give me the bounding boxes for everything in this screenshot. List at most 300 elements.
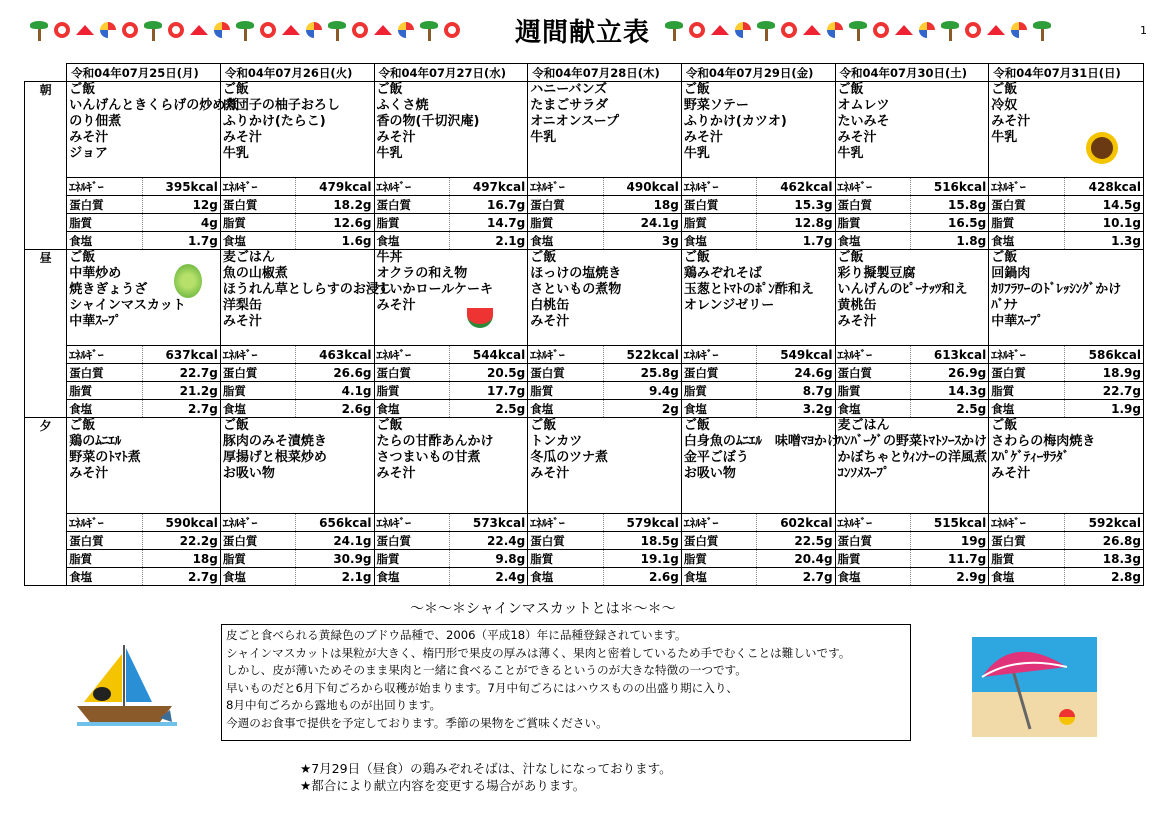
nutrient-value: 2.1g xyxy=(296,568,374,586)
nutrient-label: 食塩 xyxy=(681,232,756,250)
dish-item: みそ汁 xyxy=(376,130,416,145)
nutrient-label: 蛋白質 xyxy=(989,196,1064,214)
nutrient-label: 食塩 xyxy=(989,232,1064,250)
nutrient-label: ｴﾈﾙｷﾞｰ xyxy=(67,346,142,364)
nutrient-value: 17.7g xyxy=(449,382,527,400)
beach-umbrella-icon xyxy=(895,25,913,35)
nutrient-label: 食塩 xyxy=(220,232,295,250)
weekly-menu-table xyxy=(24,63,1144,586)
date-header-row xyxy=(25,64,1144,82)
nutrient-label: ｴﾈﾙｷﾞｰ xyxy=(67,178,142,196)
nutrient-value: 11.7g xyxy=(910,550,988,568)
nutrient-value: 1.8g xyxy=(910,232,988,250)
dish-item: 厚揚げと根菜炒め xyxy=(222,450,327,465)
dish-item: ご飯 xyxy=(69,250,96,265)
nutrient-value: 586kcal xyxy=(1064,346,1143,364)
nutrient-value: 490kcal xyxy=(603,178,681,196)
nutrient-value: 462kcal xyxy=(757,178,835,196)
palm-tree-icon xyxy=(665,19,683,41)
info-line: 8月中旬ごろから露地ものが出回ります。 xyxy=(226,698,442,712)
dish-cell xyxy=(374,418,528,514)
nutrient-label: 蛋白質 xyxy=(67,532,142,550)
dish-item: ご飯 xyxy=(530,250,557,265)
nutrient-value: 22.2g xyxy=(142,532,220,550)
nutrient-value: 16.7g xyxy=(449,196,527,214)
nutrient-label: 蛋白質 xyxy=(67,364,142,382)
nutrient-value: 25.8g xyxy=(603,364,681,382)
dish-item: ｶﾘﾌﾗﾜｰのﾄﾞﾚｯｼﾝｸﾞかけ xyxy=(991,282,1122,297)
nutrient-value: 656kcal xyxy=(296,514,374,532)
nutrient-label: 脂質 xyxy=(374,550,449,568)
nutrient-label: 蛋白質 xyxy=(681,364,756,382)
info-box xyxy=(221,624,911,741)
swim-ring-icon xyxy=(689,22,705,38)
nutrient-value: 22.7g xyxy=(142,364,220,382)
dish-row xyxy=(25,250,1144,346)
nutrient-value: 516kcal xyxy=(910,178,988,196)
nutrient-label: ｴﾈﾙｷﾞｰ xyxy=(989,178,1064,196)
nutrient-row-protein xyxy=(25,532,1144,550)
nutrient-label: ｴﾈﾙｷﾞｰ xyxy=(835,346,910,364)
swim-ring-icon xyxy=(260,22,276,38)
dish-row xyxy=(25,418,1144,514)
nutrient-label: ｴﾈﾙｷﾞｰ xyxy=(374,514,449,532)
nutrient-label: 蛋白質 xyxy=(835,532,910,550)
info-line: シャインマスカットは果粒が大きく、楕円形で果皮の厚みは薄く、果肉と密着しているため手でむくことは難しいです。 xyxy=(226,645,851,660)
nutrient-label: 食塩 xyxy=(681,400,756,418)
palm-tree-icon xyxy=(30,19,48,41)
nutrient-label: 食塩 xyxy=(835,568,910,586)
swim-ring-icon xyxy=(168,22,184,38)
dish-cell xyxy=(681,82,835,178)
info-line: 今週のお食事で提供を予定しております。季節の果物をご賞味ください。 xyxy=(226,715,608,730)
nutrient-label: 脂質 xyxy=(67,382,142,400)
dish-item: たいみそ xyxy=(837,114,890,129)
dish-item: ご飯 xyxy=(222,82,249,97)
nutrient-label: ｴﾈﾙｷﾞｰ xyxy=(681,346,756,364)
nutrient-label: ｴﾈﾙｷﾞｰ xyxy=(528,514,603,532)
nutrient-value: 1.7g xyxy=(757,232,835,250)
nutrient-label: ｴﾈﾙｷﾞｰ xyxy=(374,346,449,364)
dish-item: みそ汁 xyxy=(530,314,570,329)
dish-cell xyxy=(67,418,221,514)
nutrient-value: 24.6g xyxy=(757,364,835,382)
dish-item: のり佃煮 xyxy=(69,114,122,129)
dish-item: 黄桃缶 xyxy=(837,298,877,313)
nutrient-label: 蛋白質 xyxy=(835,196,910,214)
dish-cell xyxy=(374,82,528,178)
nutrient-value: 428kcal xyxy=(1064,178,1143,196)
dish-cell xyxy=(67,250,221,346)
watermelon-icon xyxy=(467,308,493,328)
nutrient-row-fat xyxy=(25,382,1144,400)
date-header: 令和04年07月25日(月) xyxy=(67,64,221,82)
header-decoration-left xyxy=(30,16,460,44)
dish-cell xyxy=(989,418,1144,514)
nutrient-label: 蛋白質 xyxy=(220,364,295,382)
dish-item: 牛丼 xyxy=(376,250,403,265)
nutrient-value: 18.9g xyxy=(1064,364,1143,382)
nutrient-value: 2g xyxy=(603,400,681,418)
dish-item: 魚の山椒煮 xyxy=(222,266,288,281)
nutrient-label: 脂質 xyxy=(681,550,756,568)
nutrient-value: 1.7g xyxy=(142,232,220,250)
dish-item: みそ汁 xyxy=(69,130,109,145)
nutrient-label: ｴﾈﾙｷﾞｰ xyxy=(67,514,142,532)
beach-umbrella-icon xyxy=(282,25,300,35)
dish-item: ほうれん草としらすのお浸し xyxy=(222,282,392,297)
dish-item: ふりかけ(カツオ) xyxy=(683,114,787,129)
beach-ball-icon xyxy=(398,22,414,38)
dish-item: 金平ごぼう xyxy=(683,450,749,465)
dish-item: オムレツ xyxy=(837,98,890,113)
nutrient-value: 2.5g xyxy=(910,400,988,418)
nutrient-value: 590kcal xyxy=(142,514,220,532)
nutrient-value: 18g xyxy=(142,550,220,568)
dish-cell xyxy=(835,418,989,514)
dish-item: みそ汁 xyxy=(376,466,416,481)
nutrient-value: 19.1g xyxy=(603,550,681,568)
nutrient-value: 21.2g xyxy=(142,382,220,400)
date-header: 令和04年07月30日(土) xyxy=(835,64,989,82)
nutrient-label: ｴﾈﾙｷﾞｰ xyxy=(220,514,295,532)
swim-ring-icon xyxy=(54,22,70,38)
info-heading: ～＊～＊シャインマスカットとは＊～＊～ xyxy=(410,601,676,617)
dish-item: たまごサラダ xyxy=(530,98,609,113)
nutrient-label: 食塩 xyxy=(374,568,449,586)
dish-item: 麦ごはん xyxy=(222,250,275,265)
nutrient-value: 479kcal xyxy=(296,178,374,196)
nutrient-value: 14.3g xyxy=(910,382,988,400)
beach-umbrella-icon xyxy=(711,25,729,35)
nutrient-value: 637kcal xyxy=(142,346,220,364)
nutrient-label: 脂質 xyxy=(835,550,910,568)
palm-tree-icon xyxy=(849,19,867,41)
beach-ball-icon xyxy=(100,22,116,38)
dish-item: みそ汁 xyxy=(683,130,723,145)
dish-item: ご飯 xyxy=(376,418,403,433)
nutrient-value: 30.9g xyxy=(296,550,374,568)
beach-umbrella-icon xyxy=(190,25,208,35)
nutrient-label: 脂質 xyxy=(374,214,449,232)
nutrient-label: 蛋白質 xyxy=(528,364,603,382)
nutrient-value: 22.5g xyxy=(757,532,835,550)
nutrient-label: 脂質 xyxy=(220,214,295,232)
dish-item: さわらの梅肉焼き xyxy=(991,434,1096,449)
nutrient-value: 2.4g xyxy=(449,568,527,586)
nutrient-value: 549kcal xyxy=(757,346,835,364)
nutrient-value: 2.1g xyxy=(449,232,527,250)
nutrient-label: ｴﾈﾙｷﾞｰ xyxy=(681,514,756,532)
palm-tree-icon xyxy=(1033,19,1051,41)
nutrient-value: 16.5g xyxy=(910,214,988,232)
nutrient-row-energy xyxy=(25,178,1144,196)
nutrient-label: 脂質 xyxy=(220,550,295,568)
swim-ring-icon xyxy=(122,22,138,38)
dish-item: ふりかけ(たらこ) xyxy=(222,114,326,129)
nutrient-label: 蛋白質 xyxy=(989,532,1064,550)
dish-item: 回鍋肉 xyxy=(991,266,1031,281)
nutrient-value: 2.6g xyxy=(603,568,681,586)
nutrient-value: 18g xyxy=(603,196,681,214)
nutrient-label: 蛋白質 xyxy=(374,532,449,550)
nutrient-value: 1.3g xyxy=(1064,232,1143,250)
swim-ring-icon xyxy=(352,22,368,38)
nutrient-row-protein xyxy=(25,196,1144,214)
header-decoration-right xyxy=(665,16,1051,44)
dish-item: ご飯 xyxy=(991,82,1018,97)
dish-item: 牛乳 xyxy=(530,130,557,145)
nutrient-value: 613kcal xyxy=(910,346,988,364)
dish-item: たらの甘酢あんかけ xyxy=(376,434,494,449)
nutrient-value: 12g xyxy=(142,196,220,214)
dish-item: 中華ｽｰﾌﾟ xyxy=(69,314,122,329)
nutrient-value: 2.7g xyxy=(142,400,220,418)
nutrient-value: 463kcal xyxy=(296,346,374,364)
dish-item: お吸い物 xyxy=(683,466,736,481)
nutrient-label: 蛋白質 xyxy=(989,364,1064,382)
nutrient-label: 脂質 xyxy=(528,382,603,400)
nutrient-label: 食塩 xyxy=(835,400,910,418)
nutrient-value: 544kcal xyxy=(449,346,527,364)
dish-cell xyxy=(989,82,1144,178)
dish-item: ジョア xyxy=(69,146,108,161)
palm-tree-icon xyxy=(144,19,162,41)
nutrient-label: 脂質 xyxy=(67,214,142,232)
beach-umbrella-icon xyxy=(374,25,392,35)
dish-item: ｽﾊﾟｹﾞﾃｨｰｻﾗﾀﾞ xyxy=(991,450,1070,465)
nutrient-label: 蛋白質 xyxy=(528,532,603,550)
dish-cell xyxy=(528,82,682,178)
nutrient-value: 12.6g xyxy=(296,214,374,232)
nutrient-value: 579kcal xyxy=(603,514,681,532)
nutrient-label: 食塩 xyxy=(989,400,1064,418)
page-number: 1 xyxy=(1140,24,1147,37)
dish-cell xyxy=(681,250,835,346)
dish-cell xyxy=(528,250,682,346)
nutrient-value: 592kcal xyxy=(1064,514,1143,532)
nutrient-row-fat xyxy=(25,550,1144,568)
dish-item: 野菜ソテー xyxy=(683,98,749,113)
dish-item: いんげんときくらげの炒め煮 xyxy=(69,98,239,113)
dish-item: ご飯 xyxy=(991,418,1018,433)
nutrient-value: 20.4g xyxy=(757,550,835,568)
date-header: 令和04年07月26日(火) xyxy=(220,64,374,82)
info-line: 早いものだと6月下旬ごろから収穫が始まります。7月中旬ごろにはハウスものの出盛り期に入り、 xyxy=(226,680,739,695)
nutrient-label: 脂質 xyxy=(374,382,449,400)
nutrient-row-salt xyxy=(25,400,1144,418)
nutrient-label: 食塩 xyxy=(528,232,603,250)
nutrient-label: ｴﾈﾙｷﾞｰ xyxy=(528,346,603,364)
nutrient-label: 食塩 xyxy=(528,568,603,586)
grape-icon xyxy=(174,264,202,298)
beach-umbrella-icon xyxy=(803,25,821,35)
dish-item: ご飯 xyxy=(683,250,710,265)
dish-item: 焼きぎょうざ xyxy=(69,282,148,297)
nutrient-value: 18.3g xyxy=(1064,550,1143,568)
dish-cell xyxy=(220,82,374,178)
nutrient-label: 蛋白質 xyxy=(220,196,295,214)
swim-ring-icon xyxy=(873,22,889,38)
info-line: 皮ごと食べられる黄緑色のブドウ品種で、2006（平成18）年に品種登録されています。 xyxy=(226,628,687,642)
dish-item: 野菜のﾄﾏﾄ煮 xyxy=(69,450,141,465)
nutrient-label: 食塩 xyxy=(374,400,449,418)
nutrient-label: 蛋白質 xyxy=(528,196,603,214)
nutrient-label: ｴﾈﾙｷﾞｰ xyxy=(989,346,1064,364)
dish-item: 麦ごはん xyxy=(837,418,890,433)
dish-item: 香の物(千切沢庵) xyxy=(376,114,480,129)
beach-ball-icon xyxy=(827,22,843,38)
nutrient-value: 26.8g xyxy=(1064,532,1143,550)
dish-item: 肉団子の柚子おろし xyxy=(222,98,340,113)
nutrient-label: ｴﾈﾙｷﾞｰ xyxy=(835,514,910,532)
dish-item: みそ汁 xyxy=(837,314,877,329)
meal-label: 朝 xyxy=(25,82,67,250)
palm-tree-icon xyxy=(328,19,346,41)
nutrient-value: 24.1g xyxy=(296,532,374,550)
nutrient-value: 2.8g xyxy=(1064,568,1143,586)
nutrient-value: 2.7g xyxy=(757,568,835,586)
nutrient-row-salt xyxy=(25,568,1144,586)
nutrient-label: 食塩 xyxy=(374,232,449,250)
dish-item: ご飯 xyxy=(837,82,864,97)
dish-item: ふくさ焼 xyxy=(376,98,429,113)
nutrient-label: 食塩 xyxy=(989,568,1064,586)
dish-cell xyxy=(989,250,1144,346)
nutrient-value: 602kcal xyxy=(757,514,835,532)
menu-body xyxy=(25,82,1144,586)
nutrient-label: 脂質 xyxy=(528,214,603,232)
nutrient-value: 18.5g xyxy=(603,532,681,550)
nutrient-value: 497kcal xyxy=(449,178,527,196)
nutrient-row-salt xyxy=(25,232,1144,250)
dish-item: 牛乳 xyxy=(683,146,710,161)
dish-item: 中華炒め xyxy=(69,266,122,281)
nutrient-value: 3.2g xyxy=(757,400,835,418)
nutrient-label: 食塩 xyxy=(528,400,603,418)
nutrient-label: 脂質 xyxy=(528,550,603,568)
dish-item: ﾊﾞﾅﾅ xyxy=(991,298,1018,313)
dish-item: 洋梨缶 xyxy=(222,298,262,313)
dish-item: みそ汁 xyxy=(69,466,109,481)
dish-item: みそ汁 xyxy=(222,130,262,145)
nutrient-value: 1.6g xyxy=(296,232,374,250)
dish-cell xyxy=(528,418,682,514)
dish-item: ご飯 xyxy=(69,82,96,97)
nutrient-value: 2.7g xyxy=(142,568,220,586)
nutrient-label: 脂質 xyxy=(989,382,1064,400)
palm-tree-icon xyxy=(420,19,438,41)
beach-ball-icon xyxy=(919,22,935,38)
nutrient-label: 食塩 xyxy=(67,400,142,418)
dish-item: ﾊﾝﾊﾞｰｸﾞの野菜ﾄﾏﾄｿｰｽかけ xyxy=(837,434,988,449)
swim-ring-icon xyxy=(444,22,460,38)
nutrient-label: 蛋白質 xyxy=(835,364,910,382)
nutrient-label: 食塩 xyxy=(67,232,142,250)
nutrient-label: ｴﾈﾙｷﾞｰ xyxy=(528,178,603,196)
dish-item: みそ汁 xyxy=(530,466,570,481)
nutrient-value: 2.5g xyxy=(449,400,527,418)
beach-ball-icon xyxy=(214,22,230,38)
date-header: 令和04年07月29日(金) xyxy=(681,64,835,82)
dish-item: 白桃缶 xyxy=(530,298,570,313)
dish-item: みそ汁 xyxy=(376,298,416,313)
dish-cell xyxy=(374,250,528,346)
nutrient-label: 蛋白質 xyxy=(374,364,449,382)
dish-item: お吸い物 xyxy=(222,466,275,481)
dish-cell xyxy=(220,418,374,514)
note-line: ★7月29日（昼食）の鶏みぞれそばは、汁なしになっております。 xyxy=(300,761,672,776)
nutrient-value: 26.6g xyxy=(296,364,374,382)
dish-item: みそ汁 xyxy=(991,114,1031,129)
dish-item: 玉葱とﾄﾏﾄのﾎﾟﾝ酢和え xyxy=(683,282,814,297)
dish-item: 鶏のﾑﾆｴﾙ xyxy=(69,434,122,449)
note-line: ★都合により献立内容を変更する場合があります。 xyxy=(300,778,586,793)
nutrient-value: 9.8g xyxy=(449,550,527,568)
nutrient-value: 19g xyxy=(910,532,988,550)
dish-item: すいかロールケーキ xyxy=(376,282,494,297)
palm-tree-icon xyxy=(941,19,959,41)
nutrient-value: 14.7g xyxy=(449,214,527,232)
dish-item: オレンジゼリー xyxy=(683,298,775,313)
sailboat-icon xyxy=(72,640,182,730)
dish-cell xyxy=(681,418,840,514)
dish-item: 豚肉のみそ漬焼き xyxy=(222,434,327,449)
page-title: 週間献立表 xyxy=(515,18,651,48)
dish-item: 牛乳 xyxy=(222,146,249,161)
dish-row xyxy=(25,82,1144,178)
nutrient-value: 15.3g xyxy=(757,196,835,214)
nutrient-value: 522kcal xyxy=(603,346,681,364)
nutrient-label: ｴﾈﾙｷﾞｰ xyxy=(220,346,295,364)
beach-umbrella-icon xyxy=(76,25,94,35)
dish-item: ご飯 xyxy=(683,82,710,97)
nutrient-label: 食塩 xyxy=(67,568,142,586)
dish-item: 白身魚のﾑﾆｴﾙ 味噌ﾏﾖかけ xyxy=(683,434,840,449)
nutrient-row-energy xyxy=(25,346,1144,364)
dish-item: さといもの煮物 xyxy=(530,282,622,297)
nutrient-value: 1.9g xyxy=(1064,400,1143,418)
nutrient-value: 2.9g xyxy=(910,568,988,586)
dish-item: ご飯 xyxy=(376,82,403,97)
nutrient-label: 脂質 xyxy=(67,550,142,568)
nutrient-value: 24.1g xyxy=(603,214,681,232)
dish-cell xyxy=(835,250,989,346)
beach-umbrella-scene-icon xyxy=(972,637,1097,737)
nutrient-value: 3g xyxy=(603,232,681,250)
palm-tree-icon xyxy=(757,19,775,41)
nutrient-value: 9.4g xyxy=(603,382,681,400)
nutrient-value: 12.8g xyxy=(757,214,835,232)
dish-item: いんげんのﾋﾟｰﾅｯﾂ和え xyxy=(837,282,968,297)
nutrient-value: 22.4g xyxy=(449,532,527,550)
nutrient-row-fat xyxy=(25,214,1144,232)
nutrient-label: 脂質 xyxy=(220,382,295,400)
nutrient-value: 14.5g xyxy=(1064,196,1143,214)
dish-item: ご飯 xyxy=(683,418,710,433)
nutrient-value: 15.8g xyxy=(910,196,988,214)
info-line: しかし、皮が薄いためそのまま果肉と一緒に食べることができるというのが大きな特徴の一つです。 xyxy=(226,663,747,677)
nutrient-label: 脂質 xyxy=(835,214,910,232)
nutrient-value: 4.1g xyxy=(296,382,374,400)
date-header: 令和04年07月27日(水) xyxy=(374,64,528,82)
date-header: 令和04年07月31日(日) xyxy=(989,64,1144,82)
nutrient-label: ｴﾈﾙｷﾞｰ xyxy=(989,514,1064,532)
dish-item: みそ汁 xyxy=(991,466,1031,481)
dish-item: 牛乳 xyxy=(376,146,403,161)
nutrient-row-protein xyxy=(25,364,1144,382)
palm-tree-icon xyxy=(236,19,254,41)
